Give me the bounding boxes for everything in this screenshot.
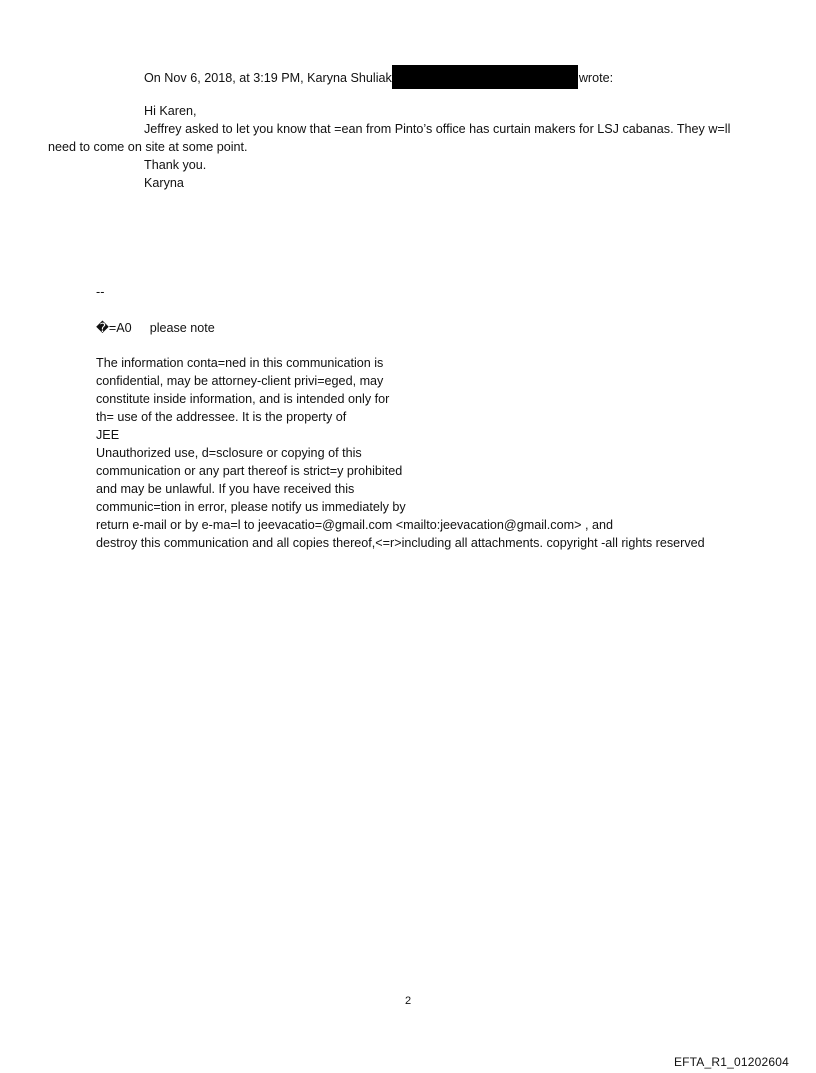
- disclaimer-line: destroy this communication and all copies thereof,<=r>including all attachments. copyright -all rights reserved: [96, 536, 705, 550]
- email-quote-header: [144, 65, 613, 89]
- disclaimer-line: The information conta=ned in this communication is: [96, 356, 384, 370]
- disclaimer-line: confidential, may be attorney-client privi=eged, may: [96, 374, 384, 388]
- confidentiality-disclaimer: [96, 354, 776, 552]
- document-id: EFTA_R1_01202604: [673, 1055, 789, 1069]
- page-number: 2: [404, 995, 412, 1007]
- signature-separator: --: [96, 285, 105, 299]
- note-text: please note: [149, 321, 215, 335]
- disclaimer-line: th= use of the addressee. It is the property of: [96, 410, 347, 424]
- disclaimer-line: constitute inside information, and is intended only for: [96, 392, 390, 406]
- body-line-2: need to come on site at some point.: [48, 140, 248, 154]
- greeting: Hi Karen,: [144, 104, 197, 118]
- body-line-1: Jeffrey asked to let you know that =ean from Pinto’s office has curtain makers for LSJ cabanas. They w=ll: [144, 122, 731, 136]
- disclaimer-line: communication or any part thereof is strict=y prohibited: [96, 464, 403, 478]
- signature-name: Karyna: [144, 176, 184, 190]
- email-body: [48, 102, 788, 192]
- disclaimer-line: return e-mail or by e-ma=l to jeevacatio=@gmail.com <mailto:jeevacation@gmail.com> , and: [96, 518, 613, 532]
- disclaimer-line: and may be unlawful. If you have received this: [96, 482, 355, 496]
- note-line: [96, 319, 215, 337]
- closing: Thank you.: [144, 158, 207, 172]
- note-prefix: �=A0: [96, 321, 132, 335]
- quote-header-prefix: On Nov 6, 2018, at 3:19 PM, Karyna Shuliak: [144, 71, 392, 85]
- disclaimer-line: JEE: [96, 428, 120, 442]
- redaction-block: [392, 65, 578, 89]
- quote-header-suffix: wrote:: [578, 71, 614, 85]
- disclaimer-line: communic=tion in error, please notify us immediately by: [96, 500, 406, 514]
- disclaimer-line: Unauthorized use, d=sclosure or copying of this: [96, 446, 362, 460]
